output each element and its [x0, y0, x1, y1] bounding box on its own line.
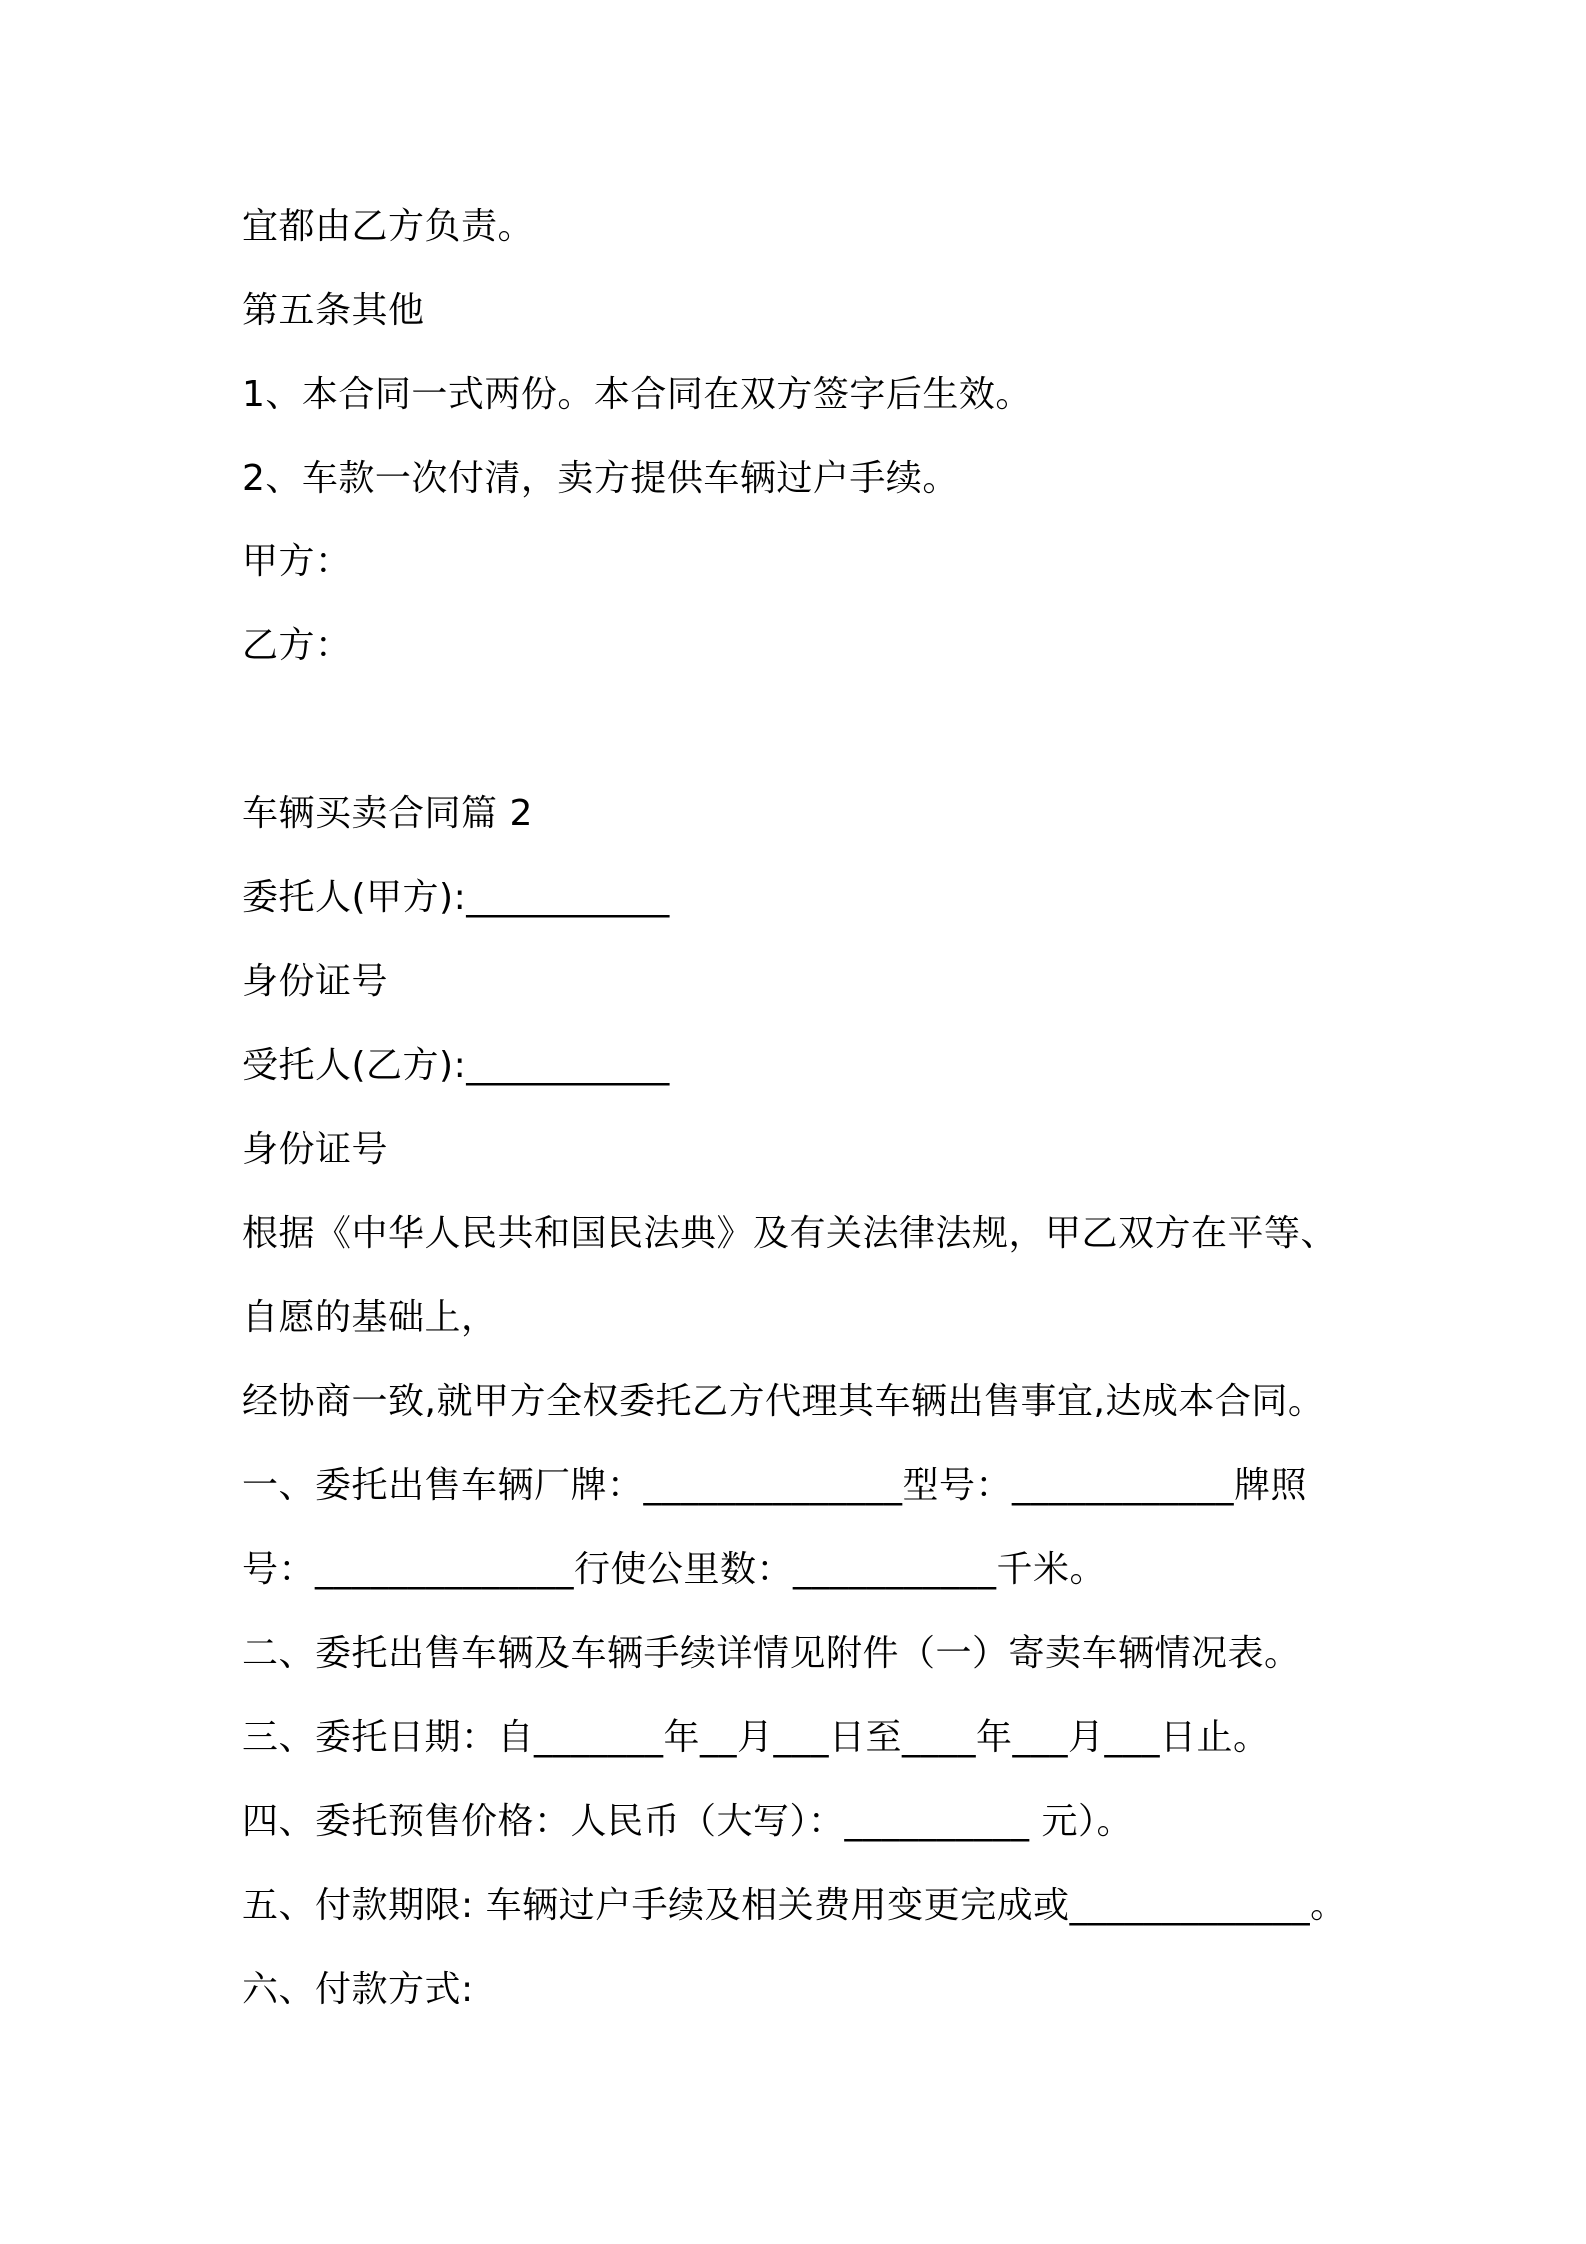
clause-4: 四、委托预售价格：人民币（大写）：__________ 元）。: [242, 1801, 1133, 1842]
clause-6: 六、付款方式:: [242, 1969, 474, 2010]
signature-line-party-a: 甲方：: [242, 541, 352, 582]
signature-line-party-b: 乙方：: [242, 625, 352, 666]
field-principal: 委托人(甲方):___________: [242, 877, 670, 918]
text-line: 宜都由乙方负责。: [242, 206, 535, 247]
clause-1: 一、委托出售车辆厂牌：______________型号：____________牌照: [242, 1465, 1308, 1506]
text-line: 根据《中华人民共和国民法典》及有关法律法规，甲乙双方在平等、: [242, 1213, 1338, 1254]
clause-1-continued: 号：______________行使公里数：___________千米。: [242, 1549, 1107, 1590]
clause-2: 二、委托出售车辆及车辆手续详情见附件（一）寄卖车辆情况表。: [242, 1633, 1301, 1674]
text-line: 经协商一致,就甲方全权委托乙方代理其车辆出售事宜,达成本合同。: [242, 1381, 1325, 1422]
clause-3: 三、委托日期：自_______年__月___日至____年___月___日止。: [242, 1717, 1270, 1758]
clause-5: 五、付款期限: 车辆过户手续及相关费用变更完成或_____________。: [242, 1885, 1347, 1926]
field-id-number: 身份证号: [242, 1129, 389, 1170]
section-heading: 第五条其他: [242, 290, 425, 331]
text-line: 2、车款一次付清，卖方提供车辆过户手续。: [242, 458, 959, 499]
contract-title: 车辆买卖合同篇 2: [242, 793, 533, 834]
text-line: 1、本合同一式两份。本合同在双方签字后生效。: [242, 374, 1032, 415]
field-agent: 受托人(乙方):___________: [242, 1045, 670, 1086]
text-line: 自愿的基础上，: [242, 1297, 498, 1338]
field-id-number: 身份证号: [242, 961, 389, 1002]
